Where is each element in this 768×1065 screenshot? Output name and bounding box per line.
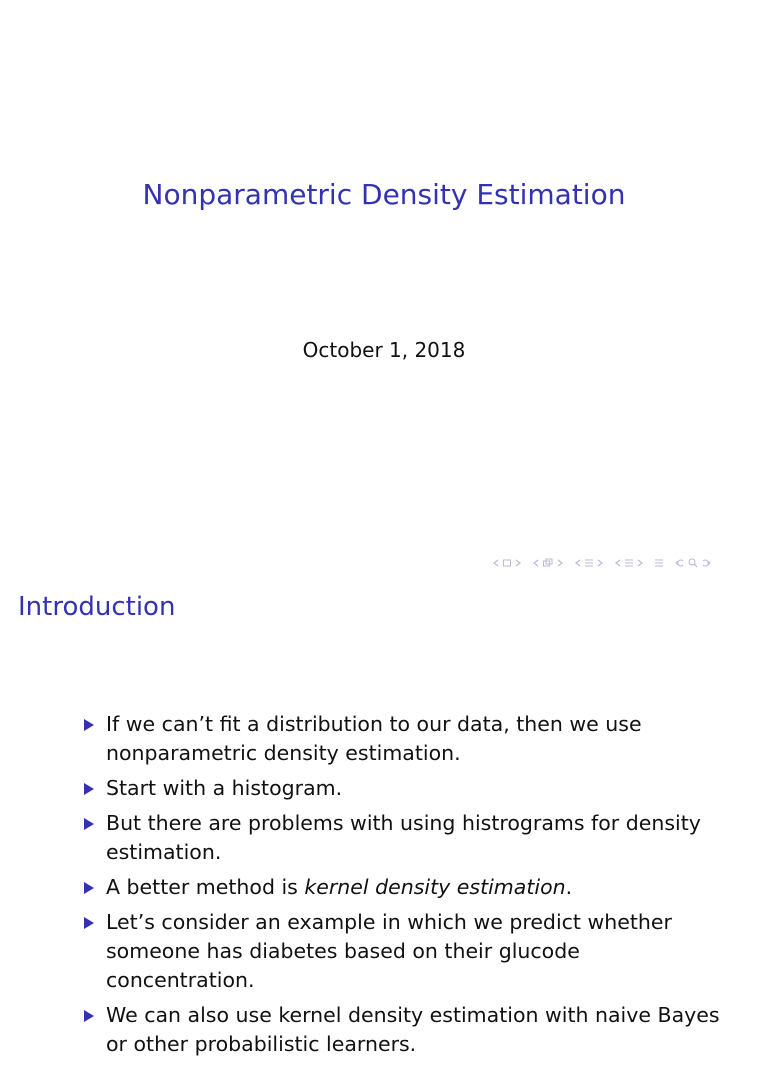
nav-subsubsection-prev-icon[interactable] [614,558,622,568]
bullet-list [82,710,722,1065]
presentation-date: October 1, 2018 [302,338,466,362]
list-item [82,710,722,768]
bullet-text: If we can’t fit a distribution to our data, then we use nonparametric density estimation. [106,712,642,765]
nav-frame-controls[interactable] [492,558,522,568]
nav-subsection-next-icon[interactable] [556,558,564,568]
nav-section-next-icon[interactable] [596,558,604,568]
nav-frame-prev-icon[interactable] [492,558,500,568]
nav-search-icon[interactable] [688,558,698,568]
nav-frame-next-icon[interactable] [514,558,522,568]
bullet-text: Start with a histogram. [106,776,343,800]
nav-subsubsection-controls[interactable] [614,558,644,568]
bullet-text: But there are problems with using histrograms for density estimation. [106,811,701,864]
bullet-text-suffix: . [565,875,573,899]
nav-section-icon[interactable] [584,558,594,568]
nav-document-controls[interactable] [654,558,664,568]
beamer-navigation-bar [492,555,718,571]
bullet-triangle-icon [84,882,94,894]
bullet-text: We can also use kernel density estimation with naive Bayes or other probabilistic learners. [106,1003,720,1056]
list-item [82,873,722,902]
bullet-text: Let’s consider an example in which we predict whether someone has diabetes based on their glucode concentration. [106,910,672,992]
bullet-text-emphasis: kernel density estimation [304,875,566,899]
bullet-triangle-icon [84,1010,94,1022]
nav-section-controls[interactable] [574,558,604,568]
nav-forward-icon[interactable] [700,558,712,568]
list-item [82,1001,722,1059]
list-item [82,908,722,995]
nav-subsection-prev-icon[interactable] [532,558,540,568]
bullet-triangle-icon [84,719,94,731]
bullet-triangle-icon [84,783,94,795]
bullet-triangle-icon [84,917,94,929]
nav-document-icon[interactable] [654,558,664,568]
nav-frame-icon[interactable] [502,558,512,568]
nav-section-prev-icon[interactable] [574,558,582,568]
nav-subsection-icon[interactable] [542,558,554,568]
bullet-triangle-icon [84,818,94,830]
nav-subsubsection-icon[interactable] [624,558,634,568]
nav-subsection-controls[interactable] [532,558,564,568]
list-item [82,774,722,803]
bullet-text-prefix: A better method is [106,875,305,899]
frame-title: Introduction [18,592,176,622]
nav-back-icon[interactable] [674,558,686,568]
list-item [82,809,722,867]
presentation-title: Nonparametric Density Estimation [142,178,626,211]
introduction-slide [0,576,768,1056]
nav-subsubsection-next-icon[interactable] [636,558,644,568]
nav-search-controls[interactable] [674,558,712,568]
